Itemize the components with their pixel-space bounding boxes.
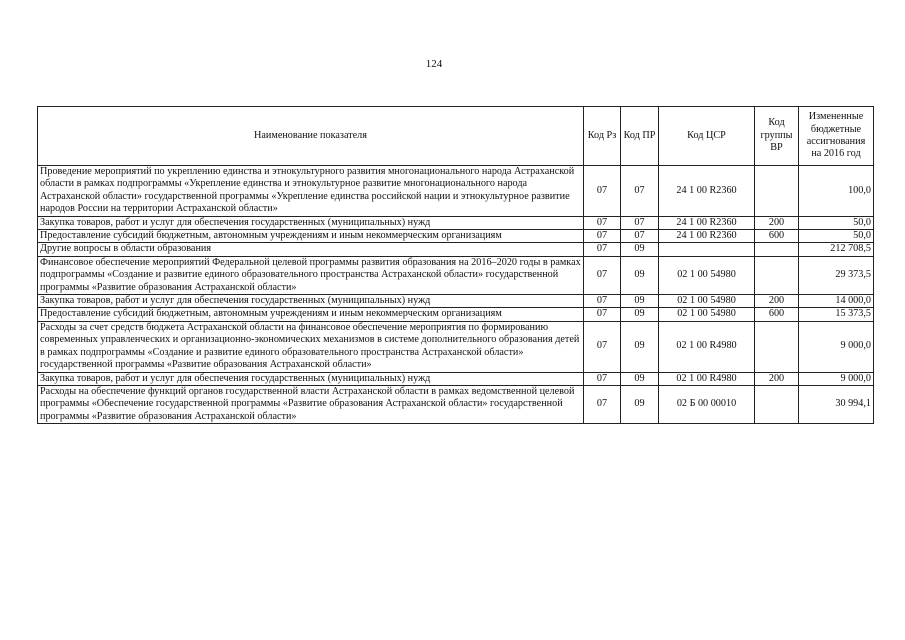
header-csr: Код ЦСР: [659, 107, 755, 166]
row-pr: 09: [621, 295, 659, 308]
row-rz: 07: [584, 372, 621, 385]
row-vr: [755, 243, 799, 256]
row-csr: [659, 243, 755, 256]
row-csr: 24 1 00 R2360: [659, 166, 755, 217]
row-pr: 09: [621, 243, 659, 256]
page-number: 124: [425, 58, 443, 70]
row-rz: 07: [584, 216, 621, 229]
row-pr: 09: [621, 385, 659, 423]
row-rz: 07: [584, 295, 621, 308]
table-row: [38, 372, 874, 385]
row-name: Закупка товаров, работ и услуг для обеспечения государственных (муниципальных) нужд: [38, 216, 584, 229]
row-pr: 07: [621, 230, 659, 243]
row-amount: 212 708,5: [799, 243, 874, 256]
row-pr: 09: [621, 308, 659, 321]
budget-table: [37, 106, 874, 424]
row-rz: 07: [584, 243, 621, 256]
table-row: [38, 308, 874, 321]
row-amount: 15 373,5: [799, 308, 874, 321]
row-vr: 200: [755, 295, 799, 308]
row-rz: 07: [584, 166, 621, 217]
row-name: Другие вопросы в области образования: [38, 243, 584, 256]
row-name: Предоставление субсидий бюджетным, автономным учреждениям и иным некоммерческим организациям: [38, 308, 584, 321]
row-amount: 30 994,1: [799, 385, 874, 423]
row-vr: 600: [755, 230, 799, 243]
row-amount: 9 000,0: [799, 372, 874, 385]
header-amount: Измененные бюджетные ассигнования на 2016 год: [799, 107, 874, 166]
table-row: [38, 321, 874, 372]
row-name: Расходы на обеспечение функций органов государственной власти Астраханской области в рамках ведомственной целевой программы «Обеспечение государственной программы «Развитие образования Астраханской области» государственной программы «Развитие образования Астраханской области»: [38, 385, 584, 423]
header-pr: Код ПР: [621, 107, 659, 166]
row-csr: 02 1 00 54980: [659, 256, 755, 294]
row-csr: 24 1 00 R2360: [659, 216, 755, 229]
row-vr: 600: [755, 308, 799, 321]
row-pr: 09: [621, 321, 659, 372]
row-amount: 14 000,0: [799, 295, 874, 308]
row-vr: 200: [755, 372, 799, 385]
row-amount: 9 000,0: [799, 321, 874, 372]
row-pr: 09: [621, 372, 659, 385]
row-rz: 07: [584, 308, 621, 321]
row-pr: 07: [621, 166, 659, 217]
header-name: Наименование показателя: [38, 107, 584, 166]
row-csr: 02 Б 00 00010: [659, 385, 755, 423]
table-row: [38, 216, 874, 229]
row-csr: 02 1 00 54980: [659, 295, 755, 308]
table-row: [38, 243, 874, 256]
table-row: [38, 256, 874, 294]
table-row: [38, 295, 874, 308]
row-vr: 200: [755, 216, 799, 229]
row-amount: 100,0: [799, 166, 874, 217]
row-name: Закупка товаров, работ и услуг для обеспечения государственных (муниципальных) нужд: [38, 295, 584, 308]
row-rz: 07: [584, 385, 621, 423]
row-amount: 50,0: [799, 216, 874, 229]
row-amount: 50,0: [799, 230, 874, 243]
table-header-row: [38, 107, 874, 166]
row-amount: 29 373,5: [799, 256, 874, 294]
row-rz: 07: [584, 321, 621, 372]
row-csr: 02 1 00 54980: [659, 308, 755, 321]
row-csr: 02 1 00 R4980: [659, 372, 755, 385]
table-row: [38, 166, 874, 217]
row-name: Предоставление субсидий бюджетным, автономным учреждениям и иным некоммерческим организациям: [38, 230, 584, 243]
row-vr: [755, 166, 799, 217]
header-vr: Код группы ВР: [755, 107, 799, 166]
row-name: Закупка товаров, работ и услуг для обеспечения государственных (муниципальных) нужд: [38, 372, 584, 385]
table-row: [38, 230, 874, 243]
table-row: [38, 385, 874, 423]
row-pr: 07: [621, 216, 659, 229]
row-vr: [755, 321, 799, 372]
row-name: Расходы за счет средств бюджета Астраханской области на финансовое обеспечение мероприятия по формированию современных управленческих и организационно-экономических механизмов в системе дополнительного образования детей в рамках подпрограммы «Создание и развитие единого образовательного пространства Астраханской области» государственной программы «Развитие образования Астраханской области»: [38, 321, 584, 372]
row-rz: 07: [584, 256, 621, 294]
header-rz: Код Рз: [584, 107, 621, 166]
row-csr: 24 1 00 R2360: [659, 230, 755, 243]
row-name: Проведение мероприятий по укреплению единства и этнокультурного развития многонационального народа Астраханской области в рамках подпрограммы «Укрепление единства и этнокультурное развитие многонационального народа Астраханской области» государственной программы «Укрепление единства российской нации и этнокультурное развитие народов России на территории Астраханской области»: [38, 166, 584, 217]
row-csr: 02 1 00 R4980: [659, 321, 755, 372]
row-vr: [755, 385, 799, 423]
row-rz: 07: [584, 230, 621, 243]
row-pr: 09: [621, 256, 659, 294]
row-vr: [755, 256, 799, 294]
row-name: Финансовое обеспечение мероприятий Федеральной целевой программы развития образования на 2016–2020 годы в рамках подпрограммы «Создание и развитие единого образовательного пространства Астраханской области» государственной программы «Развитие образования Астраханской области»: [38, 256, 584, 294]
